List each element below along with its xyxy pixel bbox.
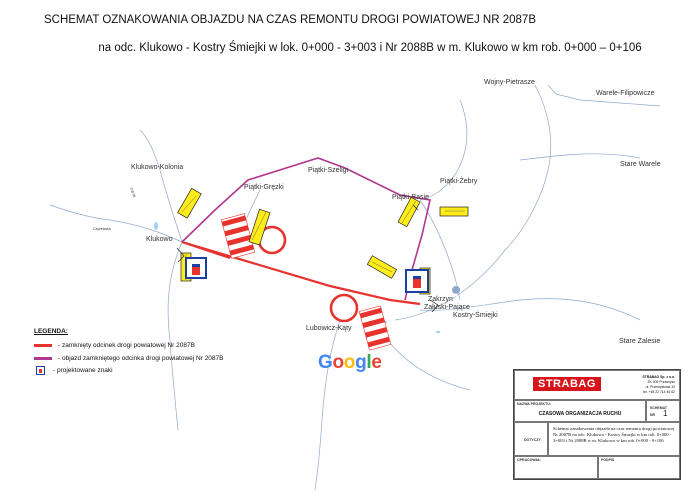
title-line-1: SCHEMAT OZNAKOWANIA OBJAZDU NA CZAS REMONTU DROGI POWIATOWEJ NR 2087B xyxy=(43,14,536,26)
tb-schemat-nr-label: NR xyxy=(650,413,656,417)
legend-item-detour xyxy=(34,355,223,362)
legend-item-signs xyxy=(34,366,113,375)
company-info-line-4: tel. +48 22 714 46 62 xyxy=(643,390,675,394)
legend-swatch-detour xyxy=(34,357,52,360)
tb-schemat-cell xyxy=(646,400,680,422)
place-lubowicz-katy: Lubowicz-Kąty xyxy=(306,325,352,332)
place-wojny-pietrasze: Wojny-Pietrasze xyxy=(484,79,535,86)
place-klukowo-kolonia: Klukowo-Kolonia xyxy=(131,164,184,171)
tb-podpis-label: PODPIS xyxy=(601,458,615,462)
place-piatki-basie: Piątki-Basie xyxy=(392,194,429,201)
place-czyzewska: Czyżewska xyxy=(93,227,111,231)
company-info xyxy=(642,375,675,395)
tb-dotyczy-label: DOTYCZY xyxy=(524,438,541,442)
tb-podpis-cell xyxy=(598,456,680,479)
tb-dotyczy-label-cell xyxy=(514,422,548,456)
company-logo: STRABAG xyxy=(533,377,601,391)
tb-name-label: NAZWA PROJEKTU: xyxy=(517,402,551,406)
google-logo: Google xyxy=(318,352,382,373)
legend-label-signs: - projektowane znaki xyxy=(53,367,113,374)
detour-sign-4 xyxy=(440,207,468,216)
place-piatki-grzki: Piątki-Gręzki xyxy=(244,184,284,191)
barrier-west xyxy=(221,214,255,259)
place-piatki-szeligi: Piątki-Szeligi xyxy=(308,167,349,174)
barrier-east xyxy=(359,306,391,350)
title-block xyxy=(513,369,681,480)
road-label-vertical-1: 2087B xyxy=(129,186,137,198)
tb-company-cell xyxy=(514,370,680,400)
tb-description-cell xyxy=(548,422,680,456)
legend-sign-icon xyxy=(36,366,45,375)
tb-opracowal-cell xyxy=(514,456,598,479)
tb-schemat-label: SCHEMAT xyxy=(650,406,668,410)
legend-swatch-closed xyxy=(34,344,52,347)
tb-opracowal-label: OPRACOWAŁ: xyxy=(517,458,542,462)
place-warele-filipowicze: Warele-Filipowicze xyxy=(596,90,655,97)
legend-item-closed xyxy=(34,342,195,349)
place-stare-warele: Stare Warele xyxy=(620,161,661,168)
legend-heading: LEGENDA: xyxy=(34,328,68,335)
place-kostry-smiejki: Kostry-Śmiejki xyxy=(453,312,498,319)
tb-schemat-nr: 1 xyxy=(663,409,668,418)
closure-circle-east xyxy=(331,295,357,321)
legend xyxy=(34,328,224,374)
place-stare-zalesie: Stare Zalesie xyxy=(619,338,661,345)
title-line-2: na odc. Klukowo - Kostry Śmiejki w lok. 0+000 - 3+003 i Nr 2088B w m. Klukowo w km rob. 0+000 – 0+106 xyxy=(98,42,642,54)
company-info-line-2: ZK 005 Przasnysz xyxy=(647,380,675,384)
tb-project-cell xyxy=(514,400,646,422)
place-zakrzyn: Zakrzyn xyxy=(428,296,453,303)
tb-description: Schemat oznakowania objazdu na czas remontu drogi powiatowej Nr 2087B na odc. Klukowo - Kostry Śmiejki w km rob. 0+000 - 3+003 i Nr 2088B w m. Klukowo w km rob. 0+000 - 0+106 xyxy=(553,426,675,443)
legend-label-detour: - objazd zamkniętego odcinka drogi powiatowej Nr 2087B xyxy=(58,355,224,362)
place-piatki-zebry: Piątki-Żebry xyxy=(440,178,478,185)
legend-label-closed: - zamknięty odcinek drogi powiatowej Nr 2087B xyxy=(58,342,195,349)
tb-project-name: CZASOWA ORGANIZACJA RUCHU xyxy=(538,411,622,417)
company-info-line-1: STRABAG Sp. z o.o. xyxy=(642,375,675,379)
place-zaluski-pajace: Załuski-Pające xyxy=(424,304,470,311)
company-info-line-3: ul. Przemysłowa 10 xyxy=(645,385,675,389)
place-klukowo: Klukowo xyxy=(146,236,173,243)
